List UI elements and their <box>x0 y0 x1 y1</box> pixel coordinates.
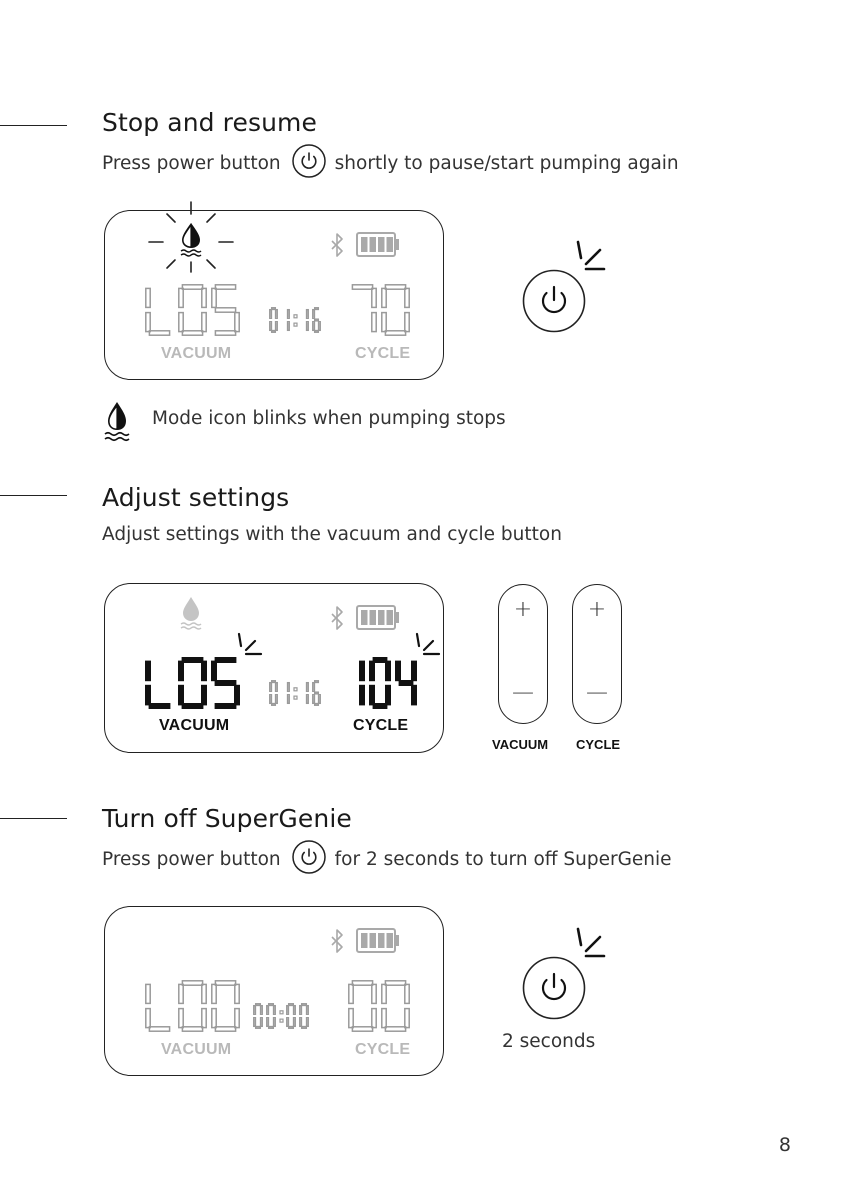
lcd-segment <box>382 1009 386 1028</box>
vacuum-label: VACUUM <box>161 345 232 362</box>
lcd-segment <box>179 313 183 332</box>
lcd-segment <box>182 981 202 985</box>
lcd-segment <box>385 981 405 985</box>
lcd-segment <box>254 1018 256 1027</box>
lcd-colon <box>294 323 297 326</box>
instruction-turn-off <box>102 845 672 875</box>
lcd-segment <box>179 1009 183 1028</box>
lcd-segment <box>215 981 235 985</box>
lcd-segment <box>182 1027 202 1031</box>
power-button[interactable] <box>522 956 586 1020</box>
lcd-segment <box>149 331 169 335</box>
lcd-segment <box>212 984 216 1003</box>
lcd-segment <box>313 322 315 331</box>
lcd-segment <box>202 288 206 307</box>
vacuum-adjust-button[interactable] <box>498 584 548 724</box>
lcd-segment <box>307 322 309 331</box>
lcd-segment <box>182 331 202 335</box>
lcd-segment <box>256 1004 261 1006</box>
lcd-segment <box>215 1027 235 1031</box>
power-button[interactable] <box>522 269 586 333</box>
page-number: 8 <box>778 1134 791 1156</box>
lcd-segment <box>352 1027 372 1031</box>
lcd-segment <box>313 310 315 319</box>
lcd-digit <box>349 981 376 1031</box>
lcd-segment <box>267 1006 269 1015</box>
cycle-label: CYCLE <box>353 717 409 734</box>
lcd-segment <box>385 331 405 335</box>
section-title-stop-resume: Stop and resume <box>102 108 317 137</box>
lcd-segment <box>319 322 321 331</box>
lcd-digit <box>212 285 239 335</box>
lcd-segment <box>212 1009 216 1028</box>
lcd-segment <box>315 319 319 321</box>
lcd-segment <box>256 1027 261 1029</box>
vacuum-button-label: VACUUM <box>492 737 549 752</box>
lcd-digit <box>382 981 409 1031</box>
lcd-digit <box>287 1004 295 1028</box>
lcd-digit <box>382 285 409 335</box>
hold-duration-label: 2 seconds <box>502 1031 596 1052</box>
lcd-segment <box>315 331 319 333</box>
vacuum-label: VACUUM <box>159 717 230 734</box>
lcd-segment <box>302 1004 307 1006</box>
instruction-text-after: for 2 seconds to turn off SuperGenie <box>334 849 672 870</box>
lcd-segment <box>405 313 409 332</box>
instruction-stop-resume <box>102 149 679 179</box>
lcd-segment <box>146 984 150 1003</box>
lcd-segment <box>289 1027 294 1029</box>
lcd-segment <box>372 288 376 307</box>
lcd-segment <box>235 1009 239 1028</box>
lcd-segment <box>270 310 272 319</box>
instruction-adjust-settings: Adjust settings with the vacuum and cycle button <box>102 524 562 545</box>
section-title-adjust-settings: Adjust settings <box>102 483 290 512</box>
lcd-segment <box>349 1009 353 1028</box>
lcd-segment <box>272 308 276 310</box>
vacuum-label: VACUUM <box>161 1041 232 1058</box>
lcd-segment <box>276 322 278 331</box>
lcd-segment <box>269 1004 274 1006</box>
section-rule <box>0 125 67 126</box>
battery-icon <box>357 233 399 256</box>
lcd-segment <box>382 984 386 1003</box>
lcd-segment <box>146 313 150 332</box>
lcd-segment <box>315 308 319 310</box>
lcd-digit <box>179 981 206 1031</box>
lcd-segment <box>146 288 150 307</box>
lcd-segment <box>267 1018 269 1027</box>
lcd-segment <box>294 1018 296 1027</box>
lcd-segment <box>405 288 409 307</box>
lcd-segment <box>274 1018 276 1027</box>
lcd-digit <box>288 310 290 331</box>
lcd-digit <box>179 285 206 335</box>
lcd-display-adjust <box>104 583 444 753</box>
lcd-segment <box>372 984 376 1003</box>
lcd-segment <box>272 331 276 333</box>
lcd-digit <box>267 1004 275 1028</box>
lcd-colon <box>280 1019 283 1022</box>
section-rule <box>0 818 67 819</box>
lcd-segment <box>235 984 239 1003</box>
lcd-segment <box>385 1027 405 1031</box>
section-rule <box>0 495 67 496</box>
lcd-segment <box>382 288 386 307</box>
lcd-segment <box>294 1006 296 1015</box>
bluetooth-icon <box>332 930 342 952</box>
vacuum-plus-button[interactable]: + <box>513 597 533 622</box>
lcd-segment <box>146 1009 150 1028</box>
cycle-minus-button[interactable]: — <box>586 680 608 705</box>
lcd-segment <box>405 1009 409 1028</box>
lcd-segment <box>215 308 235 312</box>
lcd-segment <box>202 1009 206 1028</box>
mode-drop-icon <box>102 400 132 442</box>
lcd-segment <box>352 285 372 289</box>
lcd-segment <box>254 1006 256 1015</box>
lcd-digit <box>300 1004 308 1028</box>
lcd-segment <box>287 1006 289 1015</box>
lcd-segment <box>382 313 386 332</box>
lcd-segment <box>307 1018 309 1027</box>
cycle-button-label: CYCLE <box>576 737 621 752</box>
lcd-segment <box>372 1009 376 1028</box>
mode-blink-note: Mode icon blinks when pumping stops <box>152 408 506 429</box>
lcd-segment <box>261 1006 263 1015</box>
lcd-segment <box>179 288 183 307</box>
lcd-digit <box>212 981 239 1031</box>
lcd-segment <box>288 322 290 331</box>
vacuum-minus-button[interactable]: — <box>512 680 534 705</box>
lcd-segment <box>307 1006 309 1015</box>
lcd-segment <box>215 331 235 335</box>
lcd-segment <box>307 310 309 319</box>
lcd-segment <box>287 1018 289 1027</box>
lcd-digit <box>254 1004 262 1028</box>
lcd-digit <box>270 308 277 332</box>
lcd-segment <box>215 285 235 289</box>
instruction-text-before: Press power button <box>102 849 281 870</box>
cycle-label: CYCLE <box>355 345 411 362</box>
lcd-segment <box>269 1027 274 1029</box>
lcd-segment <box>212 288 216 307</box>
lcd-digit <box>146 984 170 1031</box>
lcd-segment <box>352 981 372 985</box>
lcd-segment <box>261 1018 263 1027</box>
lcd-segment <box>235 313 239 332</box>
lcd-display-paused <box>104 210 444 380</box>
lcd-segment <box>288 310 290 319</box>
bluetooth-icon <box>332 234 342 256</box>
cycle-adjust-button[interactable] <box>572 584 622 724</box>
lcd-colon <box>280 1011 283 1014</box>
lcd-segment <box>270 322 272 331</box>
lcd-segment <box>300 1006 302 1015</box>
lcd-segment <box>179 984 183 1003</box>
lcd-segment <box>276 310 278 319</box>
cycle-label: CYCLE <box>355 1041 411 1058</box>
cycle-plus-button[interactable]: + <box>587 597 607 622</box>
instruction-text-after: shortly to pause/start pumping again <box>334 153 679 174</box>
power-icon <box>291 839 327 875</box>
lcd-segment <box>182 285 202 289</box>
lcd-segment <box>302 1027 307 1029</box>
lcd-segment <box>202 313 206 332</box>
lcd-digit <box>307 310 309 331</box>
power-icon <box>291 143 327 179</box>
lcd-segment <box>289 1004 294 1006</box>
lcd-segment <box>202 984 206 1003</box>
lcd-segment <box>385 285 405 289</box>
lcd-digit <box>352 285 376 332</box>
lcd-digit <box>146 288 170 335</box>
lcd-segment <box>372 313 376 332</box>
lcd-segment <box>149 1027 169 1031</box>
instruction-text-before: Press power button <box>102 153 281 174</box>
lcd-segment <box>405 984 409 1003</box>
lcd-digit <box>313 308 320 332</box>
battery-icon <box>357 929 399 952</box>
lcd-segment <box>300 1018 302 1027</box>
lcd-display-off <box>104 906 444 1076</box>
lcd-segment <box>274 1006 276 1015</box>
section-title-turn-off: Turn off SuperGenie <box>102 804 352 833</box>
lcd-segment <box>349 984 353 1003</box>
lcd-colon <box>294 315 297 318</box>
